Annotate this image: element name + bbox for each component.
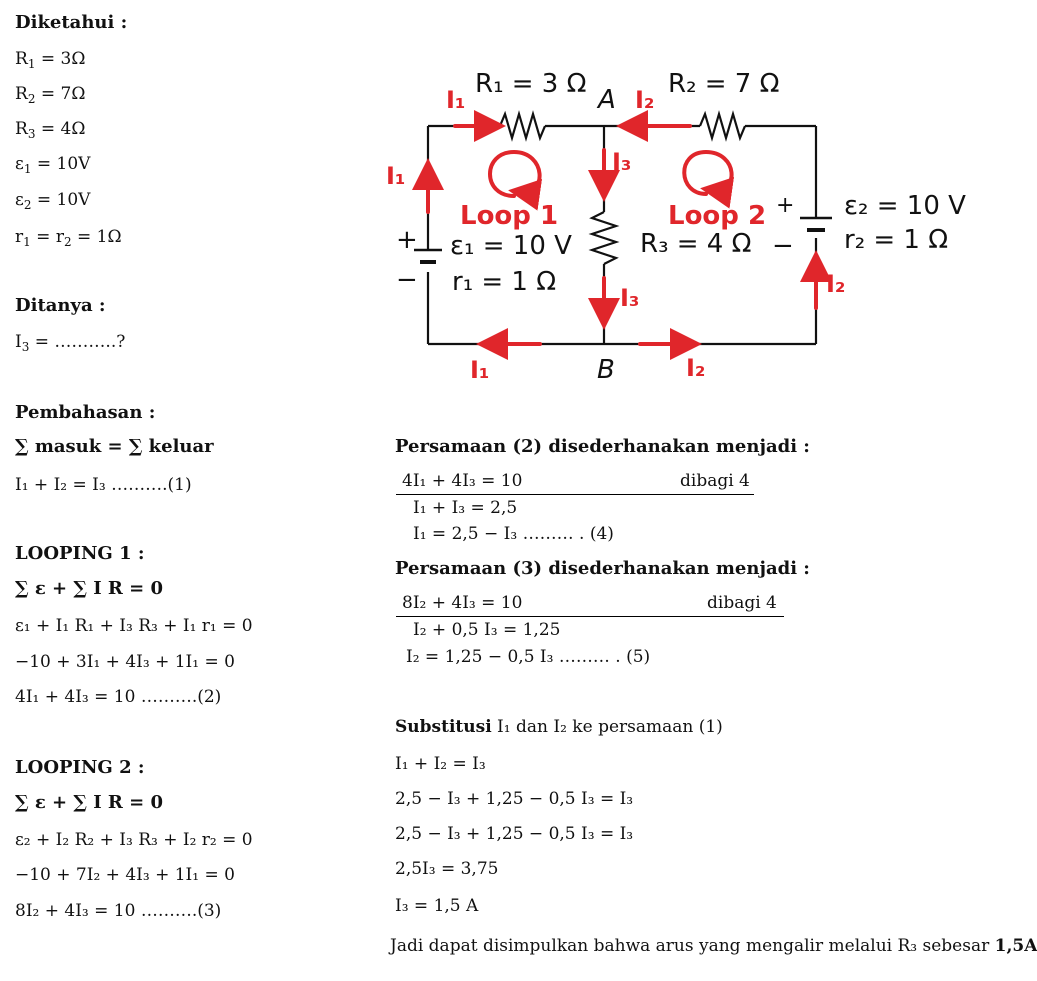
label-i1-bottom: I₁ [470, 356, 490, 384]
loop1-rule: ∑ ε + ∑ I R = 0 [15, 578, 163, 599]
label-r1-internal: r₁ = 1 Ω [452, 267, 557, 297]
divide-note: dibagi 4 [707, 593, 777, 613]
loop1-line: ε₁ + I₁ R₁ + I₃ R₃ + I₁ r₁ = 0 [15, 616, 253, 636]
loop2-rule: ∑ ε + ∑ I R = 0 [15, 792, 163, 813]
simplify-eq2-result: I₁ + I₃ = 2,5 [413, 498, 518, 518]
substitution-step: I₁ + I₂ = I₃ [395, 754, 486, 774]
division-rule [396, 494, 754, 495]
simplify-eq2-equation: 4I₁ + 4I₃ = 10 [402, 471, 523, 491]
equation-4: I₁ = 2,5 − I₃ ……… . (4) [413, 524, 614, 544]
label-node-a: A [598, 85, 616, 115]
simplify-eq3-result: I₂ + 0,5 I₃ = 1,25 [413, 620, 561, 640]
label-r1: R₁ = 3 Ω [475, 69, 587, 99]
plus-sign-2: + [776, 193, 795, 218]
known-e2: $\varepsilon_2 = 10V$ [15, 190, 91, 212]
divide-note: dibagi 4 [680, 471, 750, 491]
known-r2: $R_2 = 7\Omega$ [15, 84, 86, 106]
loop1-line: 4I₁ + 4I₃ = 10 ……….(2) [15, 687, 222, 707]
loop1-line: −10 + 3I₁ + 4I₃ + 1I₁ = 0 [15, 652, 235, 672]
label-r2-internal: r₂ = 1 Ω [844, 225, 949, 255]
equation-5: I₂ = 1,25 − 0,5 I₃ ……… . (5) [406, 647, 651, 667]
loop2-line: ε₂ + I₂ R₂ + I₃ R₃ + I₂ r₂ = 0 [15, 830, 253, 850]
battery-2 [800, 218, 832, 230]
label-i1-left: I₁ [386, 162, 406, 190]
label-i2-right: I₂ [826, 270, 846, 298]
label-r2: R₂ = 7 Ω [668, 69, 780, 99]
simplify-eq2-heading: Persamaan (2) disederhanakan menjadi : [395, 436, 810, 457]
label-e1: ε₁ = 10 V [450, 231, 572, 261]
battery-1 [414, 250, 442, 262]
substitution-heading: Substitusi I₁ dan I₂ ke persamaan (1) [395, 717, 723, 737]
known-r1: $R_1 = 3\Omega$ [15, 49, 86, 71]
label-i1-top: I₁ [446, 86, 466, 114]
discussion-heading: Pembahasan : [15, 402, 156, 423]
simplify-eq3-heading: Persamaan (3) disederhanakan menjadi : [395, 558, 810, 579]
minus-sign-2: − [772, 231, 794, 261]
final-result: I₃ = 1,5 A [395, 896, 479, 916]
known-r3: $R_3 = 4\Omega$ [15, 119, 86, 141]
plus-sign-1: + [396, 225, 418, 255]
label-i3-top: I₃ [612, 148, 632, 176]
asked-value: $I_3$ = ………..? [15, 332, 126, 354]
loop2-line: 8I₂ + 4I₃ = 10 ……….(3) [15, 901, 222, 921]
loop1-heading: LOOPING 1 : [15, 543, 145, 564]
loop2-line: −10 + 7I₂ + 4I₃ + 1I₁ = 0 [15, 865, 235, 885]
simplify-eq3-equation: 8I₂ + 4I₃ = 10 [402, 593, 523, 613]
equation-1: I₁ + I₂ = I₃ ……….(1) [15, 475, 192, 495]
label-node-b: B [597, 355, 615, 385]
label-loop-2: Loop 2 [668, 201, 767, 231]
known-e1: $\varepsilon_1 = 10V$ [15, 154, 91, 176]
substitution-step: 2,5 − I₃ + 1,25 − 0,5 I₃ = I₃ [395, 824, 634, 844]
known-heading: Diketahui : [15, 12, 128, 33]
substitution-step: 2,5I₃ = 3,75 [395, 859, 499, 879]
label-i2-top: I₂ [635, 86, 655, 114]
label-i3-bottom: I₃ [620, 284, 640, 312]
minus-sign-1: − [396, 265, 418, 295]
conclusion: Jadi dapat disimpulkan bahwa arus yang mengalir melalui R₃ sebesar 1,5A [390, 936, 1037, 956]
label-i2-bottom: I₂ [686, 354, 706, 382]
loop2-heading: LOOPING 2 : [15, 757, 145, 778]
label-r3: R₃ = 4 Ω [640, 229, 752, 259]
asked-heading: Ditanya : [15, 295, 106, 316]
substitution-step: 2,5 − I₃ + 1,25 − 0,5 I₃ = I₃ [395, 789, 634, 809]
circuit-diagram [0, 0, 1024, 400]
division-rule [396, 616, 784, 617]
known-r-internal: $r_1 = r_2 = 1\Omega$ [15, 227, 122, 249]
kirchhoff-junction-rule: ∑ masuk = ∑ keluar [15, 436, 214, 457]
label-loop-1: Loop 1 [460, 201, 559, 231]
label-e2: ε₂ = 10 V [844, 191, 966, 221]
